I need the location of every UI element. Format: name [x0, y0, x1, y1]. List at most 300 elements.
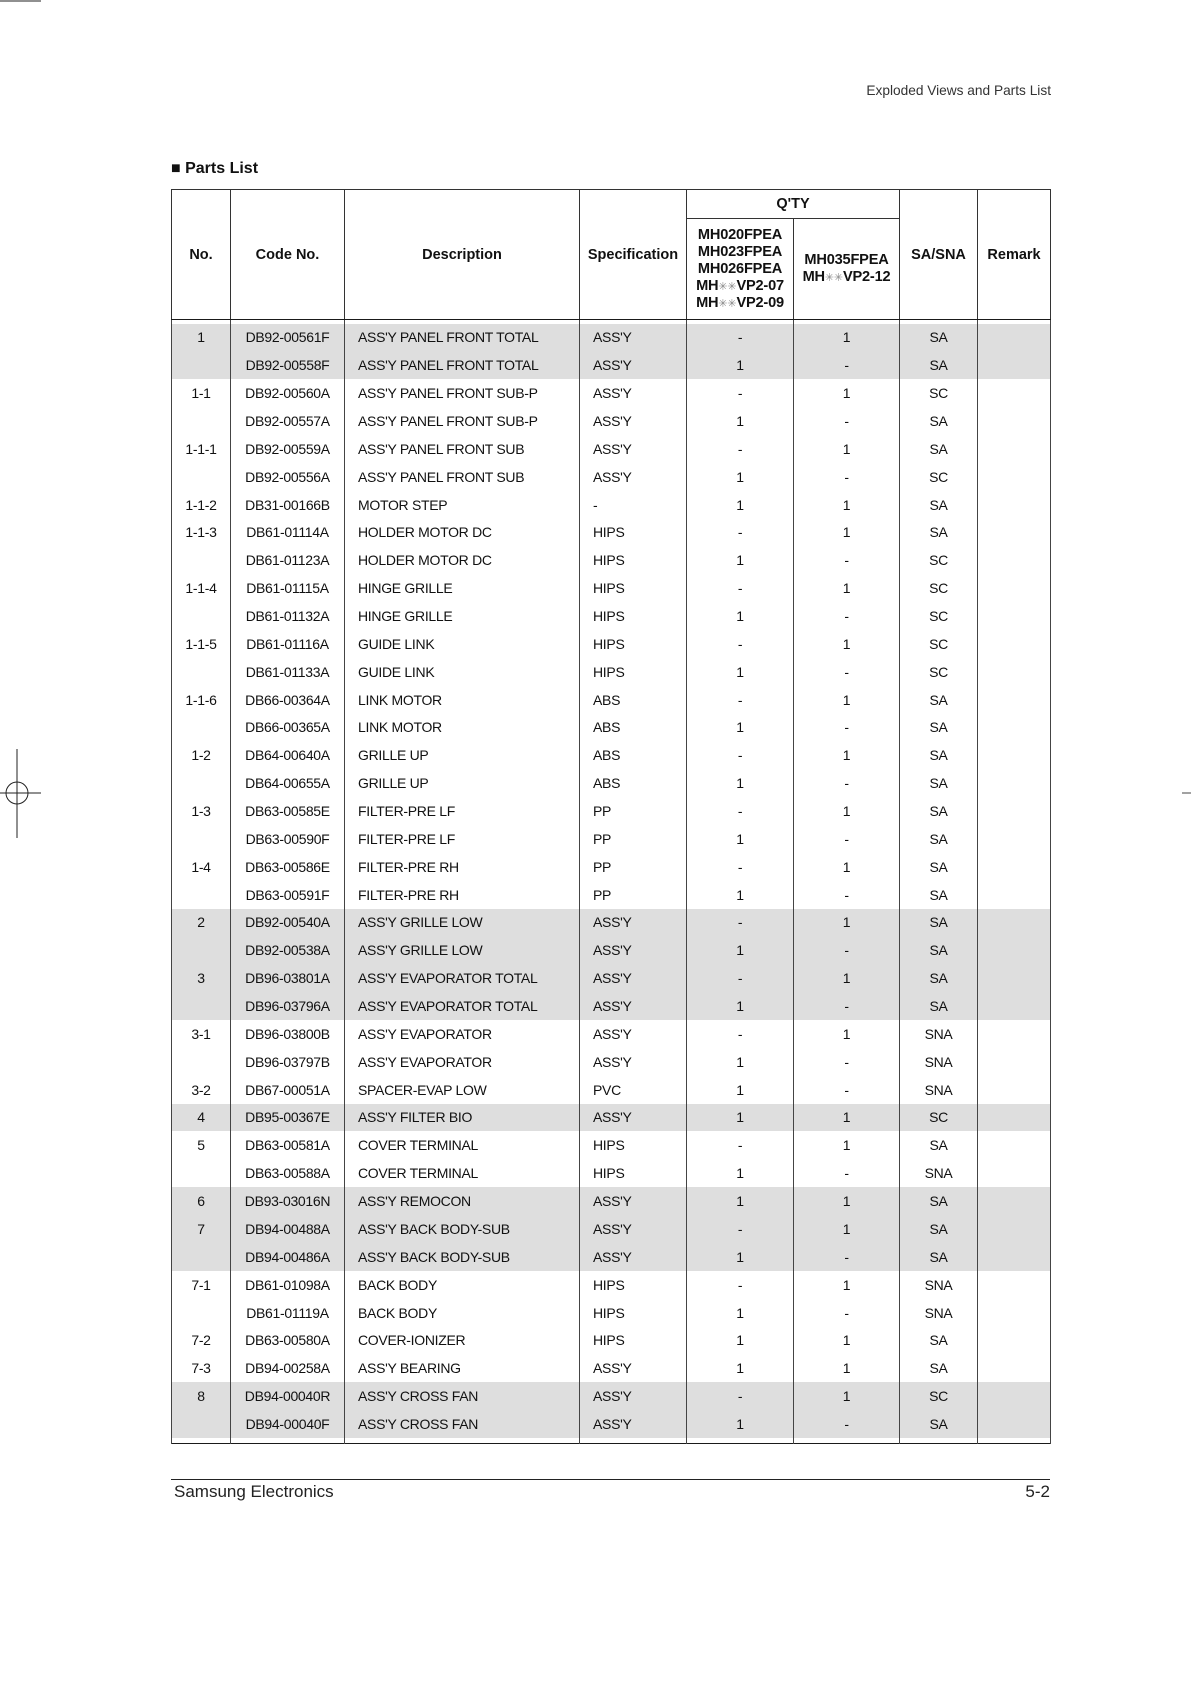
- cell-no: 4: [172, 1104, 231, 1132]
- cell-qty-1: 1: [687, 491, 794, 519]
- cell-qty-2: -: [794, 992, 900, 1020]
- cell-remark: [978, 1020, 1051, 1048]
- cell-no: 1-3: [172, 797, 231, 825]
- cell-remark: [978, 1382, 1051, 1410]
- cell-specification: HIPS: [580, 630, 687, 658]
- cell-code: DB63-00590F: [231, 825, 345, 853]
- cell-qty-1: -: [687, 1382, 794, 1410]
- parts-row: [172, 1326, 1051, 1354]
- cell-description: ASS'Y PANEL FRONT TOTAL: [345, 351, 580, 379]
- cell-no: 1-1-6: [172, 686, 231, 714]
- cell-qty-2: 1: [794, 686, 900, 714]
- cell-description: ASS'Y EVAPORATOR TOTAL: [345, 964, 580, 992]
- cell-remark: [978, 741, 1051, 769]
- cell-qty-2: -: [794, 1243, 900, 1271]
- spacer-cell: [172, 1438, 231, 1444]
- cell-qty-2: -: [794, 658, 900, 686]
- cell-specification: PP: [580, 881, 687, 909]
- cell-specification: ASS'Y: [580, 936, 687, 964]
- cell-specification: ASS'Y: [580, 1020, 687, 1048]
- cell-code: DB92-00560A: [231, 379, 345, 407]
- cell-specification: PP: [580, 825, 687, 853]
- cell-sa-sna: SA: [900, 1187, 978, 1215]
- cell-qty-2: 1: [794, 519, 900, 547]
- cell-remark: [978, 1243, 1051, 1271]
- cell-sa-sna: SA: [900, 686, 978, 714]
- cell-sa-sna: SA: [900, 853, 978, 881]
- cell-description: COVER-IONIZER: [345, 1326, 580, 1354]
- cell-sa-sna: SA: [900, 491, 978, 519]
- cell-description: GRILLE UP: [345, 769, 580, 797]
- parts-row: [172, 435, 1051, 463]
- cell-qty-2: 1: [794, 741, 900, 769]
- cell-qty-2: 1: [794, 630, 900, 658]
- cell-no: 1-1-3: [172, 519, 231, 547]
- cell-qty-2: -: [794, 825, 900, 853]
- model-name: MH026FPEA: [697, 260, 783, 277]
- parts-row: [172, 1243, 1051, 1271]
- cell-code: DB95-00367E: [231, 1104, 345, 1132]
- cell-qty-1: 1: [687, 992, 794, 1020]
- cell-remark: [978, 324, 1051, 352]
- cell-specification: ASS'Y: [580, 435, 687, 463]
- cell-remark: [978, 1299, 1051, 1327]
- cell-qty-2: -: [794, 881, 900, 909]
- cell-qty-2: 1: [794, 1382, 900, 1410]
- table-header: [172, 190, 1051, 320]
- cell-qty-2: -: [794, 1048, 900, 1076]
- cell-code: DB63-00586E: [231, 853, 345, 881]
- cell-code: DB61-01133A: [231, 658, 345, 686]
- cell-description: ASS'Y BEARING: [345, 1354, 580, 1382]
- header-code-no: Code No.: [231, 190, 345, 320]
- header-remark: Remark: [978, 190, 1051, 320]
- cell-remark: [978, 574, 1051, 602]
- parts-row: [172, 909, 1051, 937]
- parts-row: [172, 1131, 1051, 1159]
- cell-qty-1: -: [687, 686, 794, 714]
- cell-description: GUIDE LINK: [345, 658, 580, 686]
- cell-qty-1: 1: [687, 1104, 794, 1132]
- cell-sa-sna: SNA: [900, 1048, 978, 1076]
- parts-row: [172, 992, 1051, 1020]
- cell-qty-2: 1: [794, 1354, 900, 1382]
- cell-code: DB92-00556A: [231, 463, 345, 491]
- cell-no: [172, 881, 231, 909]
- cell-code: DB61-01132A: [231, 602, 345, 630]
- cell-description: GRILLE UP: [345, 741, 580, 769]
- cell-code: DB92-00559A: [231, 435, 345, 463]
- cell-qty-1: -: [687, 964, 794, 992]
- cell-sa-sna: SA: [900, 1410, 978, 1438]
- cell-qty-1: 1: [687, 825, 794, 853]
- registration-mark-left: [0, 749, 41, 838]
- cell-sa-sna: SA: [900, 936, 978, 964]
- cell-description: ASS'Y FILTER BIO: [345, 1104, 580, 1132]
- cell-qty-1: 1: [687, 407, 794, 435]
- cell-remark: [978, 1410, 1051, 1438]
- cell-remark: [978, 909, 1051, 937]
- cell-code: DB61-01114A: [231, 519, 345, 547]
- parts-row: [172, 853, 1051, 881]
- cell-remark: [978, 630, 1051, 658]
- header-qty-models-1: [687, 219, 794, 320]
- cell-qty-2: 1: [794, 574, 900, 602]
- cell-sa-sna: SC: [900, 1382, 978, 1410]
- cell-remark: [978, 992, 1051, 1020]
- cell-qty-2: -: [794, 407, 900, 435]
- cell-description: ASS'Y PANEL FRONT SUB-P: [345, 407, 580, 435]
- cell-sa-sna: SA: [900, 881, 978, 909]
- cell-description: ASS'Y GRILLE LOW: [345, 936, 580, 964]
- parts-row: [172, 351, 1051, 379]
- cell-sa-sna: SA: [900, 741, 978, 769]
- cell-sa-sna: SA: [900, 909, 978, 937]
- cell-no: [172, 936, 231, 964]
- cell-code: DB96-03801A: [231, 964, 345, 992]
- cell-qty-2: 1: [794, 435, 900, 463]
- cell-qty-1: -: [687, 1131, 794, 1159]
- cell-no: [172, 1159, 231, 1187]
- running-header: Exploded Views and Parts List: [866, 83, 1051, 98]
- header-row: [172, 190, 1051, 219]
- cell-sa-sna: SA: [900, 825, 978, 853]
- cell-qty-1: -: [687, 379, 794, 407]
- cell-qty-1: 1: [687, 1410, 794, 1438]
- spacer-cell: [580, 1438, 687, 1444]
- cell-specification: ASS'Y: [580, 407, 687, 435]
- cell-qty-1: -: [687, 519, 794, 547]
- cell-no: [172, 546, 231, 574]
- parts-row: [172, 797, 1051, 825]
- cell-qty-1: 1: [687, 936, 794, 964]
- cell-no: [172, 769, 231, 797]
- cell-qty-1: -: [687, 1215, 794, 1243]
- cell-description: ASS'Y CROSS FAN: [345, 1410, 580, 1438]
- cell-remark: [978, 1159, 1051, 1187]
- cell-description: BACK BODY: [345, 1271, 580, 1299]
- cell-sa-sna: SC: [900, 379, 978, 407]
- cell-code: DB63-00591F: [231, 881, 345, 909]
- spacer-cell: [345, 1438, 580, 1444]
- cell-remark: [978, 714, 1051, 742]
- cell-sa-sna: SA: [900, 714, 978, 742]
- cell-remark: [978, 407, 1051, 435]
- cell-code: DB94-00258A: [231, 1354, 345, 1382]
- cell-qty-2: -: [794, 351, 900, 379]
- cell-code: DB94-00040R: [231, 1382, 345, 1410]
- cell-sa-sna: SNA: [900, 1020, 978, 1048]
- header-qty: Q'TY: [687, 190, 900, 219]
- model-name: MH✳✳VP2-12: [802, 269, 891, 285]
- cell-description: COVER TERMINAL: [345, 1159, 580, 1187]
- cell-qty-1: -: [687, 1020, 794, 1048]
- cell-description: SPACER-EVAP LOW: [345, 1076, 580, 1104]
- parts-row: [172, 1020, 1051, 1048]
- parts-row: [172, 1104, 1051, 1132]
- cell-description: ASS'Y BACK BODY-SUB: [345, 1215, 580, 1243]
- parts-list-table: [171, 189, 1051, 1444]
- cell-sa-sna: SC: [900, 546, 978, 574]
- cell-no: [172, 1299, 231, 1327]
- model-name: MH020FPEA: [697, 226, 783, 243]
- cell-specification: HIPS: [580, 519, 687, 547]
- parts-row: [172, 519, 1051, 547]
- cell-qty-2: -: [794, 1299, 900, 1327]
- cell-qty-1: 1: [687, 1159, 794, 1187]
- cell-code: DB63-00580A: [231, 1326, 345, 1354]
- cell-no: 6: [172, 1187, 231, 1215]
- cell-qty-2: -: [794, 714, 900, 742]
- cell-qty-2: -: [794, 1076, 900, 1104]
- cell-code: DB61-01119A: [231, 1299, 345, 1327]
- cell-qty-1: -: [687, 853, 794, 881]
- cell-qty-2: 1: [794, 491, 900, 519]
- cell-qty-1: -: [687, 1271, 794, 1299]
- cell-specification: HIPS: [580, 1271, 687, 1299]
- parts-row: [172, 1076, 1051, 1104]
- cell-code: DB96-03800B: [231, 1020, 345, 1048]
- cell-qty-1: 1: [687, 1048, 794, 1076]
- cell-sa-sna: SC: [900, 574, 978, 602]
- parts-row: [172, 686, 1051, 714]
- model-name: MH✳✳VP2-09: [696, 294, 784, 311]
- cell-qty-2: -: [794, 602, 900, 630]
- cell-specification: ASS'Y: [580, 909, 687, 937]
- cell-sa-sna: SA: [900, 1243, 978, 1271]
- cell-code: DB94-00040F: [231, 1410, 345, 1438]
- header-specification: Specification: [580, 190, 687, 320]
- cell-code: DB61-01123A: [231, 546, 345, 574]
- parts-row: [172, 881, 1051, 909]
- cell-specification: ASS'Y: [580, 324, 687, 352]
- parts-row: [172, 1382, 1051, 1410]
- cell-remark: [978, 1326, 1051, 1354]
- cell-code: DB92-00538A: [231, 936, 345, 964]
- cell-qty-1: 1: [687, 546, 794, 574]
- cell-no: [172, 407, 231, 435]
- cell-description: BACK BODY: [345, 1299, 580, 1327]
- footer-company: Samsung Electronics: [174, 1482, 334, 1501]
- cell-remark: [978, 1187, 1051, 1215]
- cell-no: 1-4: [172, 853, 231, 881]
- cell-qty-1: -: [687, 435, 794, 463]
- cell-remark: [978, 1271, 1051, 1299]
- header-description: Description: [345, 190, 580, 320]
- cell-qty-1: 1: [687, 1326, 794, 1354]
- cell-qty-2: -: [794, 1410, 900, 1438]
- cell-specification: HIPS: [580, 658, 687, 686]
- cell-description: ASS'Y EVAPORATOR TOTAL: [345, 992, 580, 1020]
- cell-specification: ASS'Y: [580, 964, 687, 992]
- cell-no: 3: [172, 964, 231, 992]
- cell-qty-2: 1: [794, 1271, 900, 1299]
- cell-code: DB66-00364A: [231, 686, 345, 714]
- cell-remark: [978, 825, 1051, 853]
- header-no: No.: [172, 190, 231, 320]
- cell-description: MOTOR STEP: [345, 491, 580, 519]
- cell-description: GUIDE LINK: [345, 630, 580, 658]
- parts-row: [172, 324, 1051, 352]
- cell-no: [172, 351, 231, 379]
- cell-code: DB94-00486A: [231, 1243, 345, 1271]
- cell-code: DB92-00557A: [231, 407, 345, 435]
- cell-no: 1-1-5: [172, 630, 231, 658]
- cell-code: DB92-00561F: [231, 324, 345, 352]
- cell-no: [172, 658, 231, 686]
- cell-no: 1-1-4: [172, 574, 231, 602]
- cell-description: FILTER-PRE LF: [345, 797, 580, 825]
- cell-description: ASS'Y BACK BODY-SUB: [345, 1243, 580, 1271]
- cell-description: HINGE GRILLE: [345, 574, 580, 602]
- cell-qty-1: 1: [687, 658, 794, 686]
- cell-sa-sna: SNA: [900, 1299, 978, 1327]
- cell-no: 1-2: [172, 741, 231, 769]
- cell-qty-1: -: [687, 630, 794, 658]
- cell-sa-sna: SC: [900, 1104, 978, 1132]
- cell-qty-1: 1: [687, 1076, 794, 1104]
- parts-row: [172, 630, 1051, 658]
- parts-row: [172, 1048, 1051, 1076]
- cell-sa-sna: SA: [900, 797, 978, 825]
- parts-row: [172, 825, 1051, 853]
- cell-specification: HIPS: [580, 602, 687, 630]
- cell-code: DB63-00588A: [231, 1159, 345, 1187]
- cell-specification: ASS'Y: [580, 992, 687, 1020]
- cell-qty-1: 1: [687, 1354, 794, 1382]
- cell-qty-1: -: [687, 741, 794, 769]
- model-name: MH✳✳VP2-07: [696, 277, 784, 294]
- cell-qty-1: -: [687, 324, 794, 352]
- cell-sa-sna: SA: [900, 1215, 978, 1243]
- cell-remark: [978, 964, 1051, 992]
- cell-description: ASS'Y CROSS FAN: [345, 1382, 580, 1410]
- cell-qty-2: -: [794, 1159, 900, 1187]
- spacer-cell: [231, 1438, 345, 1444]
- parts-row: [172, 1159, 1051, 1187]
- cell-remark: [978, 1131, 1051, 1159]
- cell-sa-sna: SNA: [900, 1271, 978, 1299]
- cell-remark: [978, 491, 1051, 519]
- cell-qty-2: -: [794, 463, 900, 491]
- cell-sa-sna: SA: [900, 1354, 978, 1382]
- cell-description: ASS'Y GRILLE LOW: [345, 909, 580, 937]
- cell-qty-2: -: [794, 769, 900, 797]
- cell-qty-2: 1: [794, 1020, 900, 1048]
- cell-remark: [978, 435, 1051, 463]
- cell-sa-sna: SC: [900, 658, 978, 686]
- cell-specification: PVC: [580, 1076, 687, 1104]
- cell-code: DB67-00051A: [231, 1076, 345, 1104]
- cell-no: 5: [172, 1131, 231, 1159]
- cell-remark: [978, 936, 1051, 964]
- cell-remark: [978, 1048, 1051, 1076]
- parts-row: [172, 714, 1051, 742]
- cell-remark: [978, 1354, 1051, 1382]
- cell-description: LINK MOTOR: [345, 714, 580, 742]
- cell-specification: ABS: [580, 686, 687, 714]
- cell-sa-sna: SA: [900, 769, 978, 797]
- cell-qty-1: 1: [687, 463, 794, 491]
- cell-code: DB96-03797B: [231, 1048, 345, 1076]
- cell-qty-1: 1: [687, 602, 794, 630]
- cell-sa-sna: SC: [900, 463, 978, 491]
- cell-qty-1: 1: [687, 881, 794, 909]
- cell-code: DB61-01116A: [231, 630, 345, 658]
- cell-sa-sna: SA: [900, 964, 978, 992]
- cell-qty-2: 1: [794, 964, 900, 992]
- cell-specification: PP: [580, 797, 687, 825]
- parts-row: [172, 964, 1051, 992]
- cell-description: COVER TERMINAL: [345, 1131, 580, 1159]
- parts-row: [172, 1187, 1051, 1215]
- cell-remark: [978, 351, 1051, 379]
- cell-code: DB96-03796A: [231, 992, 345, 1020]
- cell-remark: [978, 881, 1051, 909]
- cell-qty-2: 1: [794, 1104, 900, 1132]
- cell-description: ASS'Y EVAPORATOR: [345, 1048, 580, 1076]
- parts-row: [172, 658, 1051, 686]
- cell-qty-2: 1: [794, 797, 900, 825]
- cell-specification: HIPS: [580, 1159, 687, 1187]
- cell-specification: ASS'Y: [580, 1215, 687, 1243]
- header-qty-models-2: [794, 219, 900, 320]
- cell-no: 7-3: [172, 1354, 231, 1382]
- cell-remark: [978, 1215, 1051, 1243]
- cell-sa-sna: SA: [900, 519, 978, 547]
- cell-no: 8: [172, 1382, 231, 1410]
- cell-description: ASS'Y PANEL FRONT TOTAL: [345, 324, 580, 352]
- spacer-cell: [794, 1438, 900, 1444]
- cell-sa-sna: SA: [900, 324, 978, 352]
- cell-no: 1-1-1: [172, 435, 231, 463]
- table-bottom-gap: [172, 1438, 1051, 1444]
- cell-specification: HIPS: [580, 1299, 687, 1327]
- cell-remark: [978, 602, 1051, 630]
- parts-row: [172, 463, 1051, 491]
- cell-no: 7: [172, 1215, 231, 1243]
- parts-row: [172, 602, 1051, 630]
- header-sa-sna: SA/SNA: [900, 190, 978, 320]
- cell-qty-2: 1: [794, 379, 900, 407]
- cell-sa-sna: SA: [900, 351, 978, 379]
- cell-qty-2: 1: [794, 1215, 900, 1243]
- parts-row: [172, 379, 1051, 407]
- footer-rule: [171, 1479, 1050, 1480]
- cell-no: [172, 1048, 231, 1076]
- spacer-cell: [978, 1438, 1051, 1444]
- cell-no: [172, 825, 231, 853]
- cell-description: ASS'Y PANEL FRONT SUB: [345, 435, 580, 463]
- parts-row: [172, 574, 1051, 602]
- cell-no: [172, 1243, 231, 1271]
- cell-description: HOLDER MOTOR DC: [345, 519, 580, 547]
- cell-qty-2: 1: [794, 1131, 900, 1159]
- cell-code: DB66-00365A: [231, 714, 345, 742]
- cell-specification: ASS'Y: [580, 1382, 687, 1410]
- cell-qty-1: -: [687, 797, 794, 825]
- cell-code: DB64-00640A: [231, 741, 345, 769]
- parts-row: [172, 491, 1051, 519]
- cell-description: LINK MOTOR: [345, 686, 580, 714]
- cell-sa-sna: SNA: [900, 1159, 978, 1187]
- cell-specification: PP: [580, 853, 687, 881]
- cell-remark: [978, 519, 1051, 547]
- cell-specification: HIPS: [580, 574, 687, 602]
- cell-description: ASS'Y PANEL FRONT SUB: [345, 463, 580, 491]
- cell-no: [172, 992, 231, 1020]
- cell-description: HINGE GRILLE: [345, 602, 580, 630]
